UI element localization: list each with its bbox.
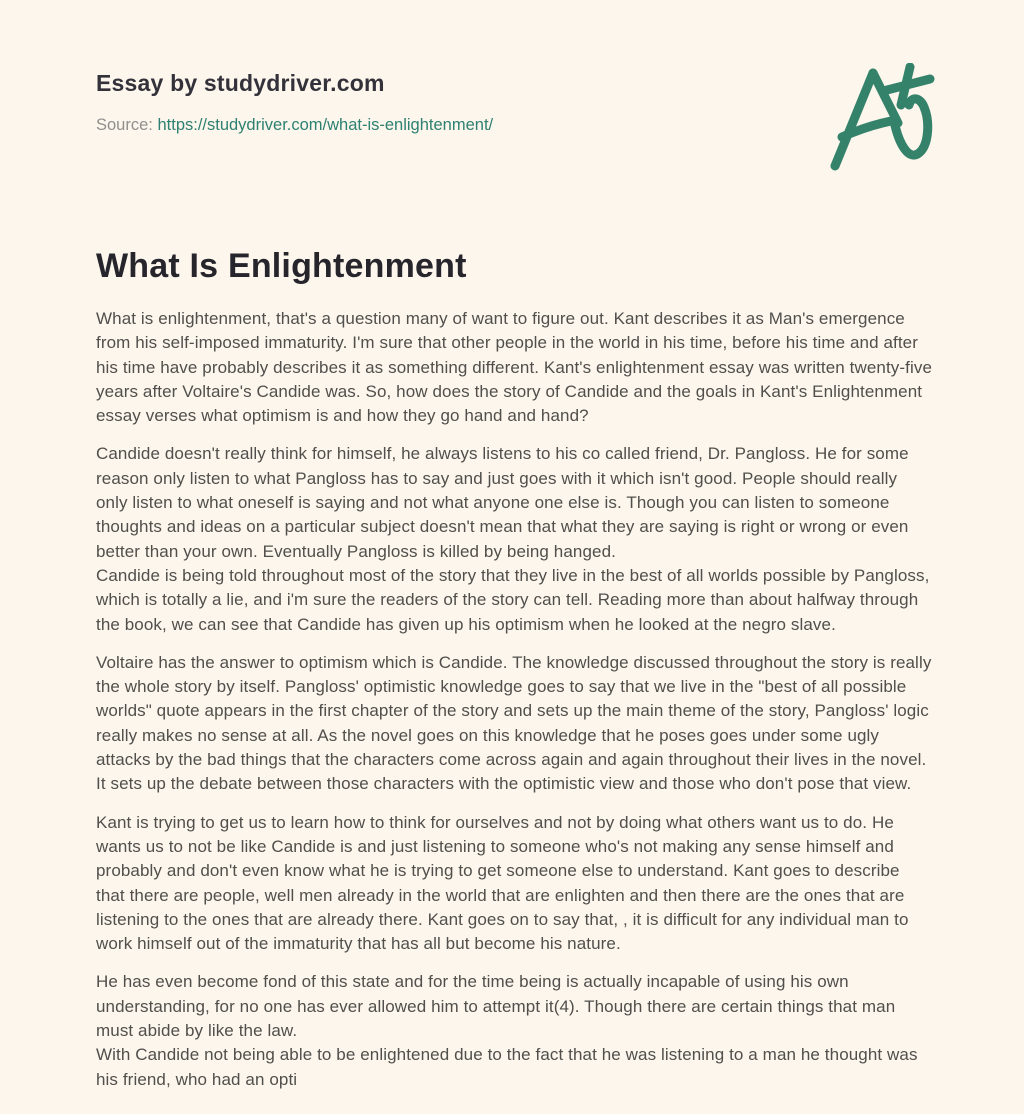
source-link[interactable]: https://studydriver.com/what-is-enlightenment/ bbox=[157, 116, 494, 134]
source-line bbox=[96, 116, 930, 135]
essay-body bbox=[96, 307, 932, 1092]
essay-paragraph: Candide doesn't really think for himself, he always listens to his co called friend, Dr. Pangloss. He for some reason only listen to what Pangloss has to say and just goes with it which isn't good. People should really only listen to what oneself is saying and not what anyone one else is. Though you can listen to someone thoughts and ideas on a particular subject doesn't mean that what they are saying is right or wrong or even better than your own. Eventually Pangloss is killed by being hanged. Candide is being told throughout most of the story that they live in the best of all worlds possible by Pangloss, which is totally a lie, and i'm sure the readers of the story can tell. Reading more than about halfway through the book, we can see that Candide has given up his optimism when he looked at the negro slave. bbox=[96, 444, 930, 634]
essay-title: What Is Enlightenment bbox=[96, 247, 467, 285]
essay-paragraph: What is enlightenment, that's a question many of want to figure out. Kant describes it as Man's emergence from his self-imposed immaturity. I'm sure that other people in the world in his time, before his time and after his time have probably describes it as something different. Kant's enlightenment essay was written twenty-five years after Voltaire's Candide was. So, how does the story of Candide and the goals in Kant's Enlightenment essay verses what optimism is and how they go hand and hand? bbox=[96, 309, 933, 426]
essay-paragraph: He has even become fond of this state and for the time being is actually incapable of using his own understanding, for no one has ever allowed him to attempt it(4). Though there are certain things that man must abide by like the law. With Candide not being able to be enlightened due to the fact that he was listening to a man he thought was his friend, who had an opti bbox=[96, 972, 918, 1089]
essay-paragraph: Voltaire has the answer to optimism which is Candide. The knowledge discussed throughout the story is really the whole story by itself. Pangloss' optimistic knowledge goes to say that we live in the "best of all possible worlds" quote appears in the first chapter of the story and sets up the main theme of the story, Pangloss' logic really makes no sense at all. As the novel goes on this knowledge that he poses goes under some ugly attacks by the bad things that the characters come across again and again throughout their lives in the novel. It sets up the debate between those characters with the optimistic view and those who don't pose that view. bbox=[96, 652, 932, 794]
studydriver-logo-icon bbox=[830, 63, 936, 171]
page-header-title: Essay by studydriver.com bbox=[96, 70, 385, 96]
essay-paragraph: Kant is trying to get us to learn how to think for ourselves and not by doing what others want us to do. He wants us to not be like Candide is and just listening to someone who's not making any sense himself and probably and don't even know what he is trying to get someone else to understand. Kant goes to describe that there are people, well men already in the world that are enlighten and then there are the ones that are listening to the ones that are already there. Kant goes on to say that, , it is difficult for any individual man to work himself out of the immaturity that has all but become his nature. bbox=[96, 812, 909, 954]
source-label: Source: bbox=[96, 116, 153, 134]
